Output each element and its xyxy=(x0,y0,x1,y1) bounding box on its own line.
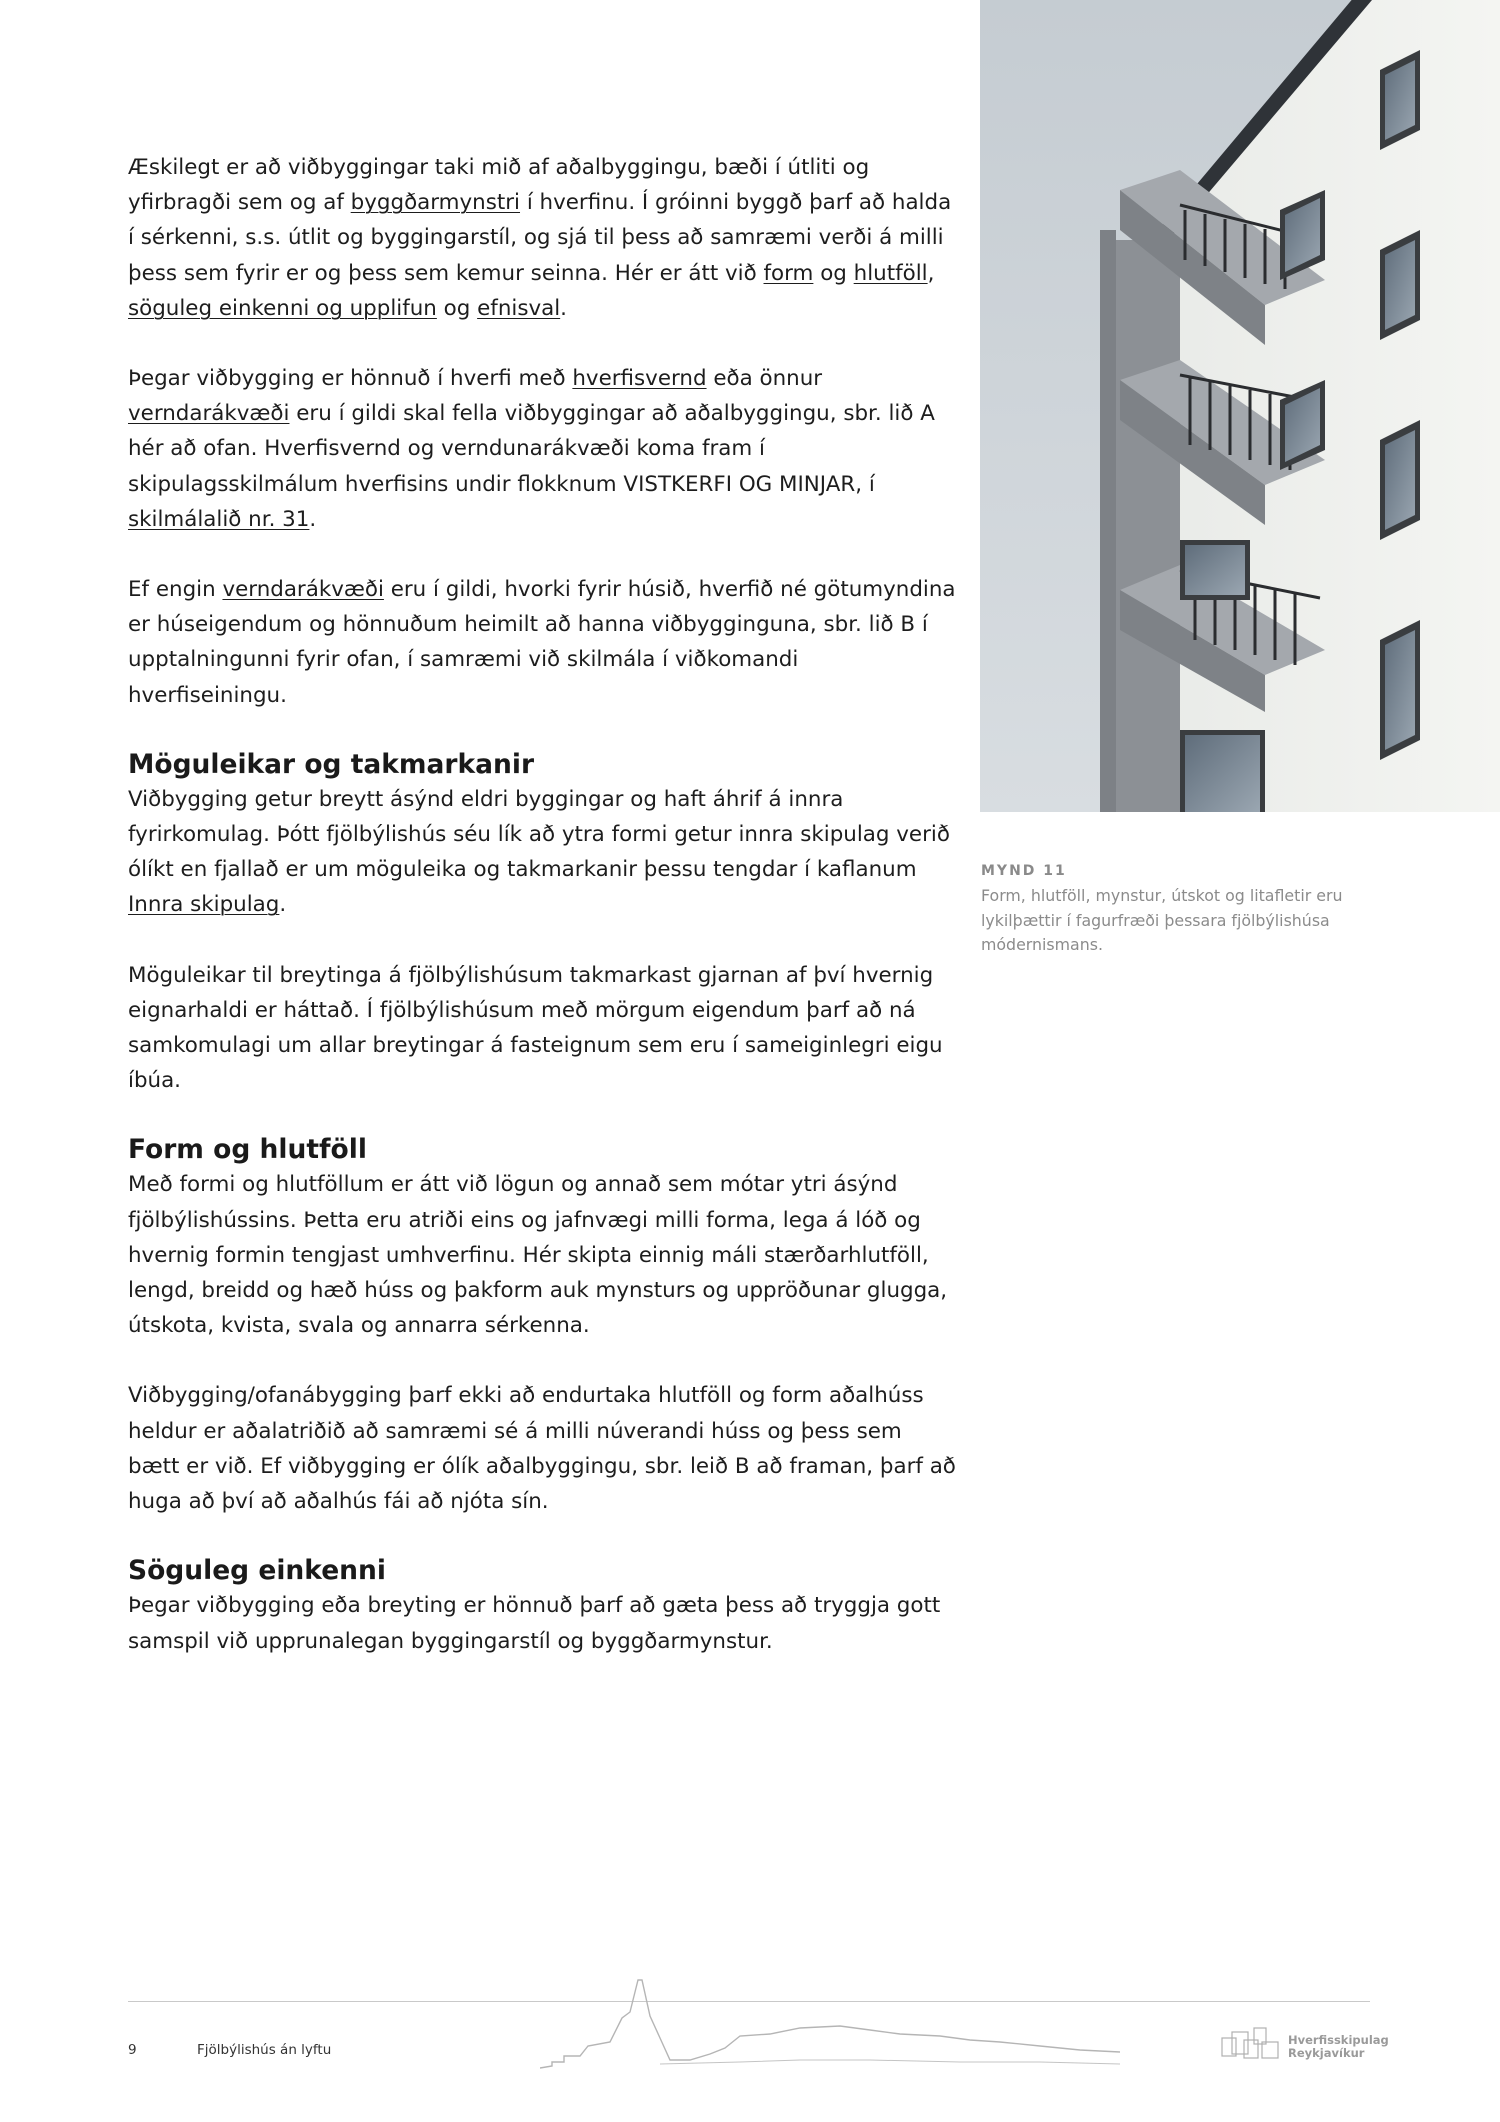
document-title: Fjölbýlishús án lyftu xyxy=(197,2042,332,2058)
link-hverfisvernd[interactable]: hverfisvernd xyxy=(572,366,707,392)
link-innra-skipulag[interactable]: Innra skipulag xyxy=(128,892,280,918)
link-skilmalalid-31[interactable]: skilmálalið nr. 31 xyxy=(128,506,310,532)
paragraph-intro xyxy=(128,150,958,326)
building-photo xyxy=(980,0,1500,812)
text: , xyxy=(927,260,935,286)
reykjavik-skyline-icon xyxy=(540,1976,1120,2080)
link-soguleg-einkenni[interactable]: söguleg einkenni og upplifun xyxy=(128,295,437,321)
hverfisskipulag-logo xyxy=(1218,2024,1389,2064)
figure-caption xyxy=(981,862,1371,958)
paragraph-hverfisvernd xyxy=(128,361,958,537)
link-verndarakvaedi[interactable]: verndarákvæði xyxy=(128,401,290,427)
spacer xyxy=(128,713,958,747)
spacer xyxy=(128,1519,958,1553)
text: eða önnur xyxy=(706,366,823,392)
text: eru í gildi, hvorki fyrir húsið, hverfið né götumyndina er húseigendum og hönnuðum heimilt að hanna viðbygginguna, sbr. lið B í upptalningunni fyrir ofan, í samræmi við skilmála í viðkomandi hverfiseiningu. xyxy=(128,577,956,708)
logo-text xyxy=(1288,2034,1389,2059)
text: Viðbygging getur breytt ásýnd eldri byggingar og haft áhrif á innra fyrirkomulag. Þótt fjölbýlishús séu lík að ytra formi getur innra skipulag verið ólíkt en fjallað er um möguleika og takmarkanir þessu tengdar í kaflanum xyxy=(128,786,950,883)
heading-soguleg-einkenni: Söguleg einkenni xyxy=(128,1555,386,1587)
figure-caption-text: Form, hlutföll, mynstur, útskot og litafletir eru lykilþættir í fagurfræði þessara fjölbýlishúsa módernismans. xyxy=(981,886,1343,954)
link-hlutfoll[interactable]: hlutföll xyxy=(853,260,928,286)
text: og xyxy=(813,260,854,286)
link-efnisval[interactable]: efnisval xyxy=(477,295,561,321)
page-number: 9 xyxy=(128,2042,137,2058)
paragraph-form: Með formi og hlutföllum er átt við lögun og annað sem mótar ytri ásýnd fjölbýlishússins. Þetta eru atriði eins og jafnvægi milli forma, lega á lóð og hvernig formin tengjast umhverfinu. Hér skipta einnig máli stærðarhlutföll, lengd, breidd og hæð húss og þakform auk mynsturs og uppröðunar glugga, útskota, kvista, svala og annarra sérkenna. xyxy=(128,1172,948,1339)
link-verndarakvaedi-2[interactable]: verndarákvæði xyxy=(222,577,384,603)
link-form[interactable]: form xyxy=(763,260,814,286)
spacer xyxy=(128,1098,958,1132)
paragraph-soguleg: Þegar viðbygging eða breyting er hönnuð þarf að gæta þess að tryggja gott samspil við upprunalegan byggingarstíl og byggðarmynstur. xyxy=(128,1593,941,1654)
text: . xyxy=(560,295,567,321)
text: Þegar viðbygging er hönnuð í hverfi með xyxy=(128,366,573,392)
text: . xyxy=(279,892,287,918)
paragraph-eignarhald: Möguleikar til breytinga á fjölbýlishúsum takmarkast gjarnan af því hvernig eignarhaldi er háttað. Í fjölbýlishúsum með mörgum eigendum þarf að ná samkomulagi um allar breytingar á fasteignum sem eru í sameiginlegri eigu íbúa. xyxy=(128,962,943,1094)
paragraph-vidbygging xyxy=(128,782,958,923)
text: Ef engin xyxy=(128,577,223,603)
logo-line-1: Hverfisskipulag xyxy=(1288,2033,1389,2047)
heading-moguleikar: Möguleikar og takmarkanir xyxy=(128,748,535,780)
paragraph-engin-verndarakvaedi xyxy=(128,572,958,713)
text: í hverfinu. Í gróinni byggð þarf að halda í sérkenni, s.s. útlit og byggingarstíl, og sjá til þess að samræmi verði á milli þess sem fyrir er og þess sem kemur seinna. Hér er átt við xyxy=(128,190,952,286)
figure-label: MYND 11 xyxy=(981,863,1067,879)
text: eru í gildi skal fella viðbyggingar að aðalbyggingu, sbr. lið A hér að ofan. Hverfisvernd og verndunarákvæði koma fram í skipulagsskilmálum hverfisins undir flokknum VISTKERFI OG MINJAR, í xyxy=(128,401,935,497)
main-content xyxy=(128,150,958,1659)
paragraph-ofanabygging: Viðbygging/ofanábygging þarf ekki að endurtaka hlutföll og form aðalhúss heldur er aðalatriðið að samræmi sé á milli núverandi húss og þess sem bætt er við. Ef viðbygging er ólík aðalbyggingu, sbr. leið B að framan, þarf að huga að því að aðalhús fái að njóta sín. xyxy=(128,1383,956,1515)
logo-line-2: Reykjavíkur xyxy=(1288,2045,1365,2060)
logo-mark-icon xyxy=(1218,2024,1284,2064)
text: og xyxy=(436,295,478,321)
heading-form-og-hlutfoll: Form og hlutföll xyxy=(128,1134,367,1166)
link-byggdarmynstur[interactable]: byggðarmynstri xyxy=(350,190,521,216)
text: . xyxy=(309,506,317,532)
text: Æskilegt er að viðbyggingar taki mið af aðalbyggingu, bæði í útliti og yfirbragði sem og af xyxy=(128,155,870,216)
